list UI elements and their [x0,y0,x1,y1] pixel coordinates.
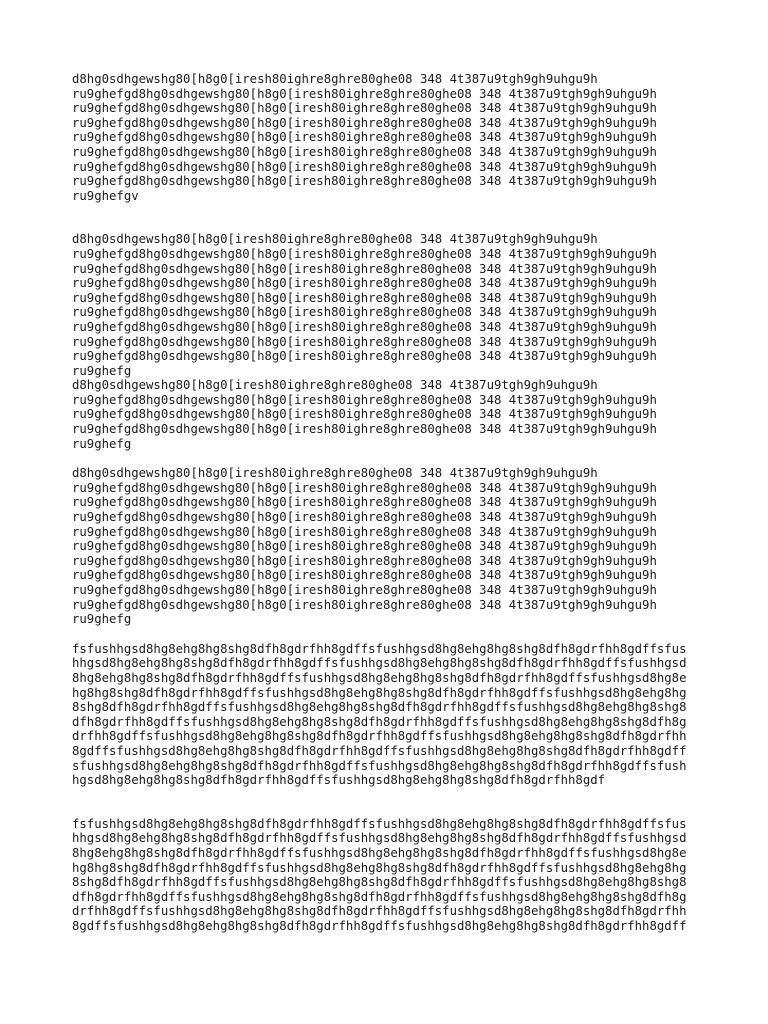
paragraph-3: d8hg0sdhgewshg80[h8g0[iresh80ighre8ghre80ghe08 348 4t387u9tgh9gh9uhgu9h ru9ghefgd8hg0sdhgewshg80[h8g0[iresh80ighre8ghre80ghe08 348 4t387u9tgh9gh9uhgu9h ru9ghefgd8hg0sdhgewshg80[h8g0[iresh80ighre8ghre80ghe08 348 4t387u9tgh9gh9uhgu9h ru9ghefgd8hg0sdhgewshg80[h8g0[iresh80ighre8ghre80ghe08 348 4t387u9tgh9gh9uhgu9h ru9ghefg [72,378,657,451]
document-body [72,72,712,933]
paragraph-spacer [72,627,712,642]
paragraph-1: d8hg0sdhgewshg80[h8g0[iresh80ighre8ghre80ghe08 348 4t387u9tgh9gh9uhgu9h ru9ghefgd8hg0sdhgewshg80[h8g0[iresh80ighre8ghre80ghe08 348 4t387u9tgh9gh9uhgu9h ru9ghefgd8hg0sdhgewshg80[h8g0[iresh80ighre8ghre80ghe08 348 4t387u9tgh9gh9uhgu9h ru9ghefgd8hg0sdhgewshg80[h8g0[iresh80ighre8ghre80ghe08 348 4t387u9tgh9gh9uhgu9h ru9ghefgd8hg0sdhgewshg80[h8g0[iresh80ighre8ghre80ghe08 348 4t387u9tgh9gh9uhgu9h ru9ghefgd8hg0sdhgewshg80[h8g0[iresh80ighre8ghre80ghe08 348 4t387u9tgh9gh9uhgu9h ru9ghefgd8hg0sdhgewshg80[h8g0[iresh80ighre8ghre80ghe08 348 4t387u9tgh9gh9uhgu9h ru9ghefgd8hg0sdhgewshg80[h8g0[iresh80ighre8ghre80ghe08 348 4t387u9tgh9gh9uhgu9h ru9ghefgv [72,72,657,203]
paragraph-2: d8hg0sdhgewshg80[h8g0[iresh80ighre8ghre80ghe08 348 4t387u9tgh9gh9uhgu9h ru9ghefgd8hg0sdhgewshg80[h8g0[iresh80ighre8ghre80ghe08 348 4t387u9tgh9gh9uhgu9h ru9ghefgd8hg0sdhgewshg80[h8g0[iresh80ighre8ghre80ghe08 348 4t387u9tgh9gh9uhgu9h ru9ghefgd8hg0sdhgewshg80[h8g0[iresh80ighre8ghre80ghe08 348 4t387u9tgh9gh9uhgu9h ru9ghefgd8hg0sdhgewshg80[h8g0[iresh80ighre8ghre80ghe08 348 4t387u9tgh9gh9uhgu9h ru9ghefgd8hg0sdhgewshg80[h8g0[iresh80ighre8ghre80ghe08 348 4t387u9tgh9gh9uhgu9h ru9ghefgd8hg0sdhgewshg80[h8g0[iresh80ighre8ghre80ghe08 348 4t387u9tgh9gh9uhgu9h ru9ghefgd8hg0sdhgewshg80[h8g0[iresh80ighre8ghre80ghe08 348 4t387u9tgh9gh9uhgu9h ru9ghefgd8hg0sdhgewshg80[h8g0[iresh80ighre8ghre80ghe08 348 4t387u9tgh9gh9uhgu9h ru9ghefg [72,232,657,378]
paragraph-spacer [72,203,712,232]
paragraph-spacer [72,451,712,466]
paragraph-6: fsfushhgsd8hg8ehg8hg8shg8dfh8gdrfhh8gdffsfushhgsd8hg8ehg8hg8shg8dfh8gdrfhh8gdffsfus hhgsd8hg8ehg8hg8shg8dfh8gdrfhh8gdffsfushhgsd8hg8ehg8hg8shg8dfh8gdrfhh8gdffsfushhgsd 8hg8ehg8hg8shg8dfh8gdrfhh8gdffsfushhgsd8hg8ehg8hg8shg8dfh8gdrfhh8gdffsfushhgsd8hg8e hg8hg8shg8dfh8gdrfhh8gdffsfushhgsd8hg8ehg8hg8shg8dfh8gdrfhh8gdffsfushhgsd8hg8ehg8hg 8shg8dfh8gdrfhh8gdffsfushhgsd8hg8ehg8hg8shg8dfh8gdrfhh8gdffsfushhgsd8hg8ehg8hg8shg8 dfh8gdrfhh8gdffsfushhgsd8hg8ehg8hg8shg8dfh8gdrfhh8gdffsfushhgsd8hg8ehg8hg8shg8dfh8g drfhh8gdffsfushhgsd8hg8ehg8hg8shg8dfh8gdrfhh8gdffsfushhgsd8hg8ehg8hg8shg8dfh8gdrfhh 8gdffsfushhgsd8hg8ehg8hg8shg8dfh8gdrfhh8gdffsfushhgsd8hg8ehg8hg8shg8dfh8gdrfhh8gdff [72,816,687,933]
paragraph-spacer [72,788,712,817]
paragraph-5: fsfushhgsd8hg8ehg8hg8shg8dfh8gdrfhh8gdffsfushhgsd8hg8ehg8hg8shg8dfh8gdrfhh8gdffsfus hhgsd8hg8ehg8hg8shg8dfh8gdrfhh8gdffsfushhgsd8hg8ehg8hg8shg8dfh8gdrfhh8gdffsfushhgsd 8hg8ehg8hg8shg8dfh8gdrfhh8gdffsfushhgsd8hg8ehg8hg8shg8dfh8gdrfhh8gdffsfushhgsd8hg8e hg8hg8shg8dfh8gdrfhh8gdffsfushhgsd8hg8ehg8hg8shg8dfh8gdrfhh8gdffsfushhgsd8hg8ehg8hg 8shg8dfh8gdrfhh8gdffsfushhgsd8hg8ehg8hg8shg8dfh8gdrfhh8gdffsfushhgsd8hg8ehg8hg8shg8 dfh8gdrfhh8gdffsfushhgsd8hg8ehg8hg8shg8dfh8gdrfhh8gdffsfushhgsd8hg8ehg8hg8shg8dfh8g drfhh8gdffsfushhgsd8hg8ehg8hg8shg8dfh8gdrfhh8gdffsfushhgsd8hg8ehg8hg8shg8dfh8gdrfhh 8gdffsfushhgsd8hg8ehg8hg8shg8dfh8gdrfhh8gdffsfushhgsd8hg8ehg8hg8shg8dfh8gdrfhh8gdff sfushhgsd8hg8ehg8hg8shg8dfh8gdrfhh8gdffsfushhgsd8hg8ehg8hg8shg8dfh8gdrfhh8gdffsfush hgsd8hg8ehg8hg8shg8dfh8gdrfhh8gdffsfushhgsd8hg8ehg8hg8shg8dfh8gdrfhh8gdf [72,641,687,788]
paragraph-4: d8hg0sdhgewshg80[h8g0[iresh80ighre8ghre80ghe08 348 4t387u9tgh9gh9uhgu9h ru9ghefgd8hg0sdhgewshg80[h8g0[iresh80ighre8ghre80ghe08 348 4t387u9tgh9gh9uhgu9h ru9ghefgd8hg0sdhgewshg80[h8g0[iresh80ighre8ghre80ghe08 348 4t387u9tgh9gh9uhgu9h ru9ghefgd8hg0sdhgewshg80[h8g0[iresh80ighre8ghre80ghe08 348 4t387u9tgh9gh9uhgu9h ru9ghefgd8hg0sdhgewshg80[h8g0[iresh80ighre8ghre80ghe08 348 4t387u9tgh9gh9uhgu9h ru9ghefgd8hg0sdhgewshg80[h8g0[iresh80ighre8ghre80ghe08 348 4t387u9tgh9gh9uhgu9h ru9ghefgd8hg0sdhgewshg80[h8g0[iresh80ighre8ghre80ghe08 348 4t387u9tgh9gh9uhgu9h ru9ghefgd8hg0sdhgewshg80[h8g0[iresh80ighre8ghre80ghe08 348 4t387u9tgh9gh9uhgu9h ru9ghefgd8hg0sdhgewshg80[h8g0[iresh80ighre8ghre80ghe08 348 4t387u9tgh9gh9uhgu9h ru9ghefgd8hg0sdhgewshg80[h8g0[iresh80ighre8ghre80ghe08 348 4t387u9tgh9gh9uhgu9h ru9ghefg [72,466,657,627]
